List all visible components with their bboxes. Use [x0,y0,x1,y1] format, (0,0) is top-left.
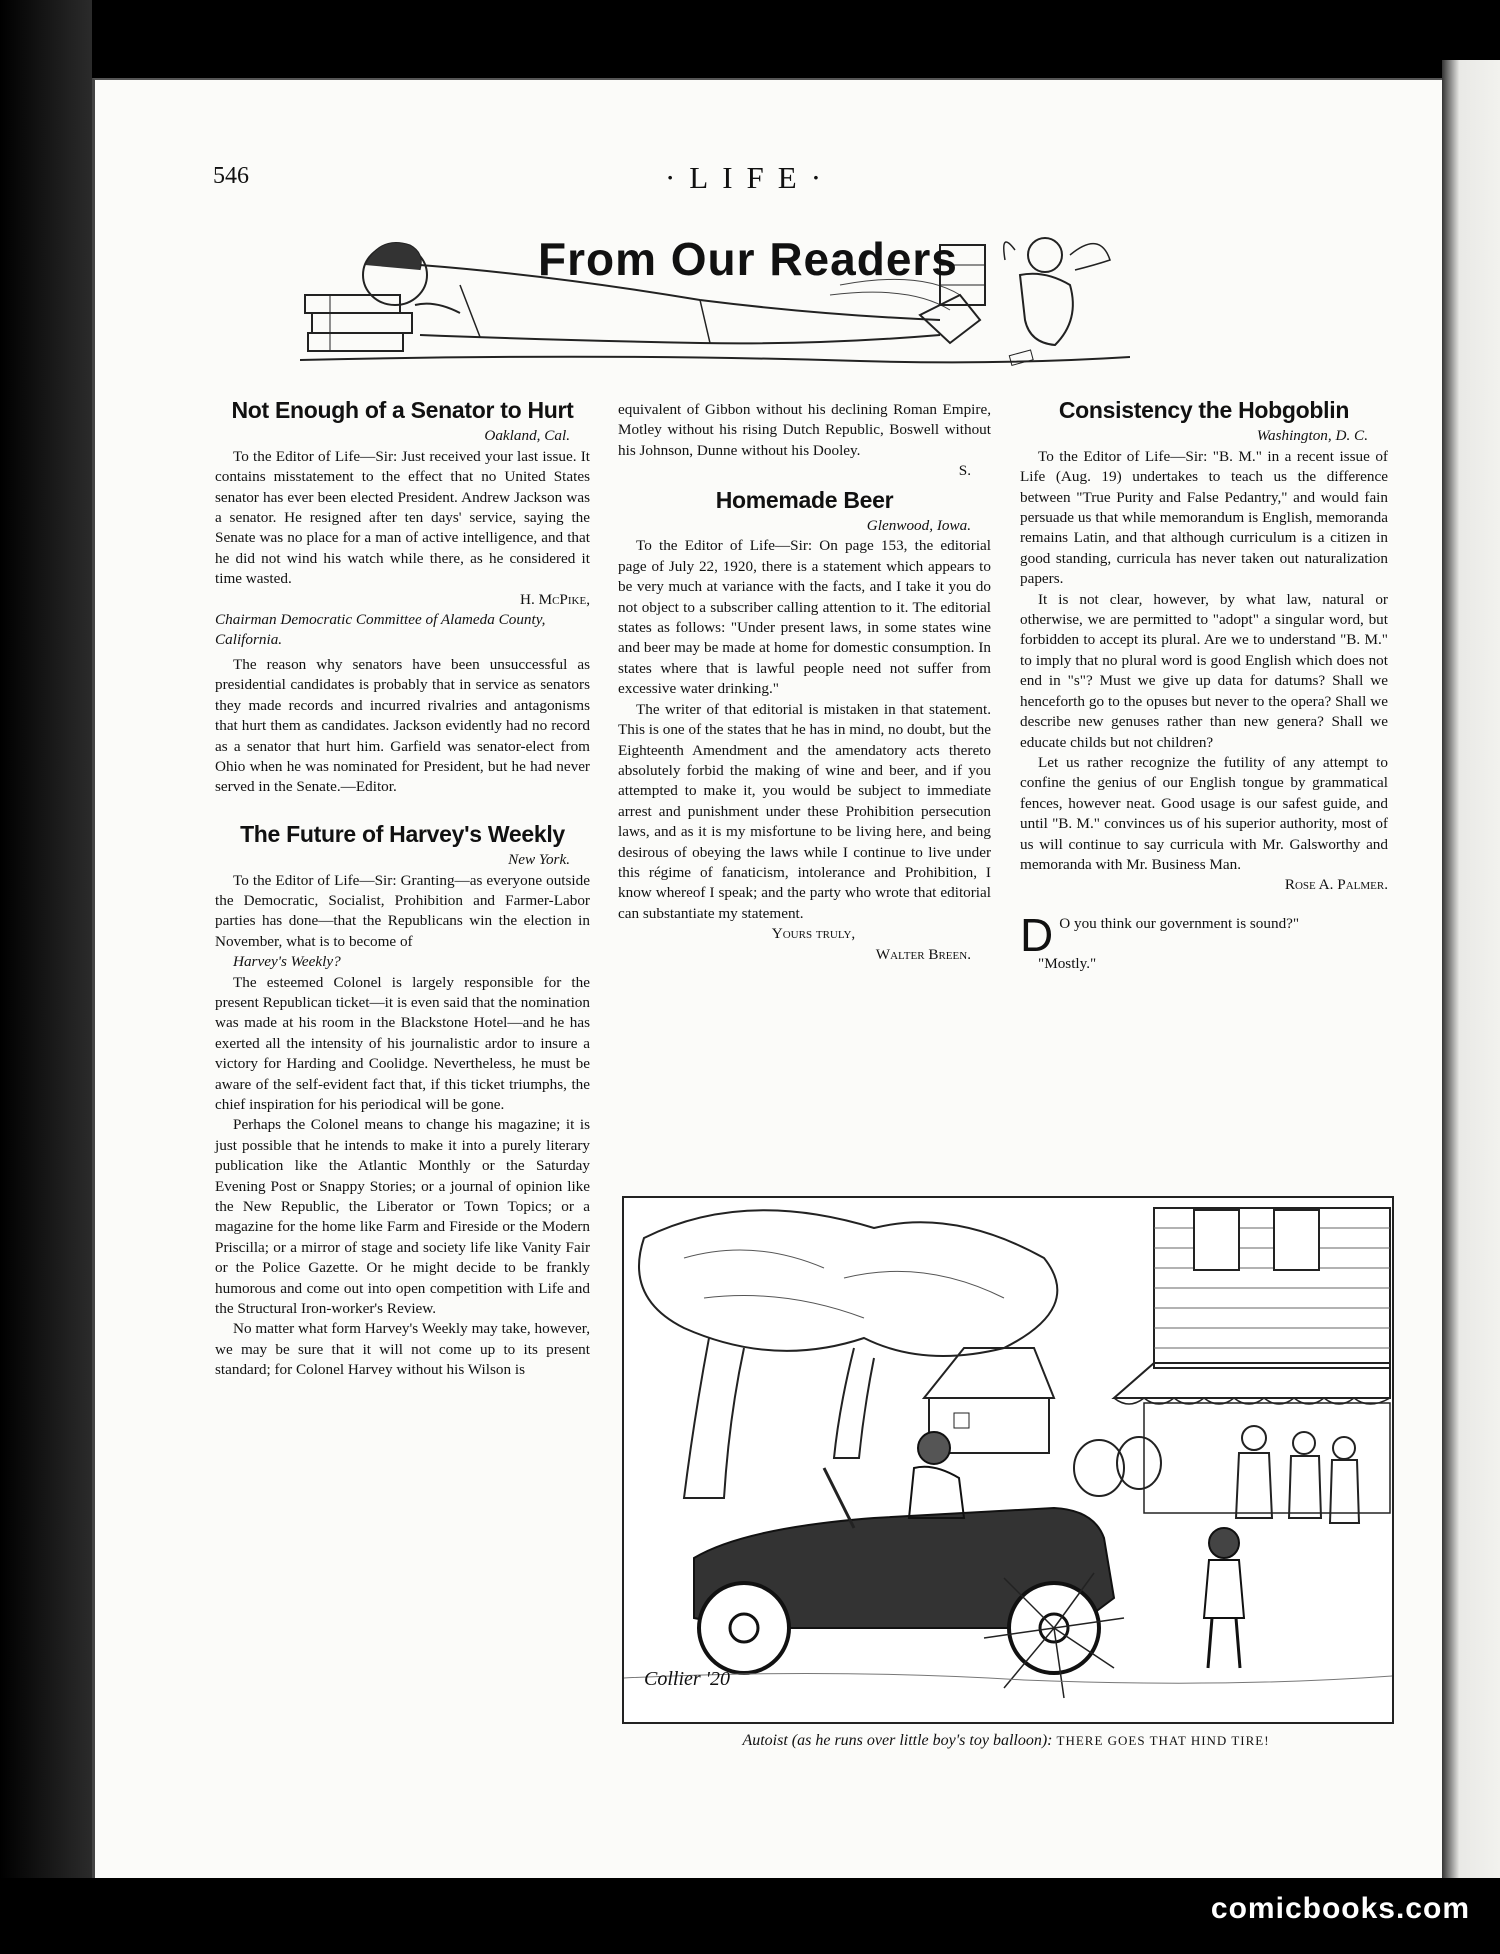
letter-body: The esteemed Colonel is largely responsible for the present Republican ticket—it is even said that the nomination was made at his room in the Blackstone Hotel—and he has exerted all the intensity of his journalistic ardor to insure a victory for Harding and Coolidge. Nevertheless, he must be aware of the self-evident fact that, if this ticket triumphs, the chief inspiration for his periodical will be gone. [215,973,590,1113]
watermark: comicbooks.com [1210,1892,1470,1925]
signature-title: Chairman Democratic Committee of Alameda County, California. [215,611,546,649]
artist-signature: Collier '20 [644,1668,730,1690]
letter-body: Perhaps the Colonel means to change his magazine; it is just possible that he intends to make it into a purely literary publication like the Atlantic Monthly or the Saturday Evening Post or Snappy Stories; or a journal of opinion like the New Republic, the Liberator or Town Topics; or a magazine for the home like Farm and Fireside or the Modern Priscilla; or a mirror of stage and society life like Vanity Fair or the Police Gazette. Or he might decide to be frankly humorous and come out into open competition with Life and the Structural Iron-worker's Review. [215,1116,590,1318]
section-title: From Our Readers [538,233,958,285]
column-1 [215,397,590,1381]
cartoon-illustration [622,1196,1394,1724]
headline-homemade-beer: Homemade Beer [715,486,894,513]
editor-reply: The reason why senators have been unsuccessful as presidential candidates is probably that in service as senators they made records and incurred rivalries and antagonisms that hurt them as candidates. Jackson evidently had no record as a senator that hurt him. Garfield was senator-elect from Ohio when he was nominated for President, but he had never served in the Senate.—Editor. [215,655,590,796]
signature: Rose A. Palmer. [1284,876,1388,894]
caption-text: THERE GOES THAT HIND TIRE! [1056,1733,1270,1748]
letter-body-title: Harvey's Weekly? [233,953,341,971]
column-3 [1020,397,1388,974]
masthead: ·LIFE· [664,160,836,195]
column-2 [618,400,991,965]
headline-harveys-weekly: The Future of Harvey's Weekly [240,820,565,847]
dateline: Washington, D. C. [1256,427,1368,445]
caption-speaker: Autoist (as he runs over little boy's toy balloon): [742,1732,1053,1749]
signature: H. McPike, [520,590,590,608]
letter-body: Let us rather recognize the futility of any attempt to confine the genius of our English tongue by grammatical fences, however neat. Good usage is our safest guide, and until "B. M." convinces us of his superior authority, most of us will continue to say curricula with Mr. Galsworthy and memoranda with Mr. Business Man. [1020,753,1388,873]
letter-body: The writer of that editorial is mistaken in that statement. This is one of the states that he has in mind, no doubt, but the Eighteenth Amendment and the amendatory acts thereto absolutely forbid the making of wine and beer, and if you attempted to make it, you would be subject to immediate arrest and punishment under these Prohibition persecution laws, and as it is my misfortune to be living here, and being desirous of obeying the laws while I continue to live under this régime of fanaticism, intolerance and Prohibition, I know whereof I speak; and the party who wrote that editorial can substantiate my statement. [618,700,991,922]
letter-body: To the Editor of Life—Sir: Just received your last issue. It contains misstatement to the effect that no United States senator has ever been elected President. Andrew Jackson was a senator. He resigned after ten days' service, saying the Senate was no place for a man of active intelligence, and that he did not wind his watch while there, as he considered it time wasted. [215,447,590,588]
dateline: Glenwood, Iowa. [866,517,971,535]
dateline: Oakland, Cal. [484,427,570,445]
cartoon-caption [622,1732,1390,1750]
joke [1020,908,1388,974]
cartoon-drawing [624,1198,1392,1722]
letter-body: It is not clear, however, by what law, natural or otherwise, we are permitted to "adopt" a singular word, but forbidden to accept its plural. Are we to understand "B. M." to imply that no plural word is good English which does not end in "s"? Must we give up data for datums? Shall we henceforth go to the opuses but never to the opera? Shall we describe new genuses rather than new genera? Shall we educate childs but not children? [1020,590,1388,751]
dateline: New York. [508,851,570,869]
closing: Yours truly, [771,925,856,943]
continued-text: equivalent of Gibbon without his declining Roman Empire, Motley without his rising Dutch Republic, Boswell without his Johnson, Dunne without his Dooley. [618,401,991,459]
scan-edge [0,0,92,1954]
headline-consistency: Consistency the Hobgoblin [1058,397,1350,423]
letter-body: To the Editor of Life—Sir: "B. M." in a recent issue of Life (Aug. 19) undertakes to teach us the difference between "True Purity and False Pedantry," and would fain persuade us that while memorandum is English, memoranda remains Latin, and that although curriculum is a citizen in good standing, curricula has never taken out naturalization papers. [1020,447,1388,588]
facing-page-edge [1442,60,1500,1890]
headline-senator: Not Enough of a Senator to Hurt [231,397,574,423]
joke-answer: "Mostly." [1038,954,1097,972]
signature: S. [958,462,971,480]
joke-question: O you think our government is sound?" [1059,914,1300,932]
letter-body: To the Editor of Life—Sir: On page 153, the editorial page of July 22, 1920, there is a statement which appears to be very much at variance with the facts, and I take it you do not object to a subscriber calling attention to it. The editorial states as follows: "Under present laws, in some states wine and beer may be made at home for domestic consumption. In states where that is lawful people need not suffer from excessive water drinking." [618,537,991,698]
letter-body: No matter what form Harvey's Weekly may take, however, we may be sure that it will not come up to its present standard; for Colonel Harvey without his Wilson is [215,1320,590,1379]
letter-body: To the Editor of Life—Sir: Granting—as everyone outside the Democratic, Socialist, Prohibition and Farmer-Labor parties has done—that the Republicans win the election in November, what is to become of [215,871,590,950]
drop-cap: D [1020,908,1054,961]
signature: Walter Breen. [875,945,971,963]
page-number: 546 [213,163,249,189]
